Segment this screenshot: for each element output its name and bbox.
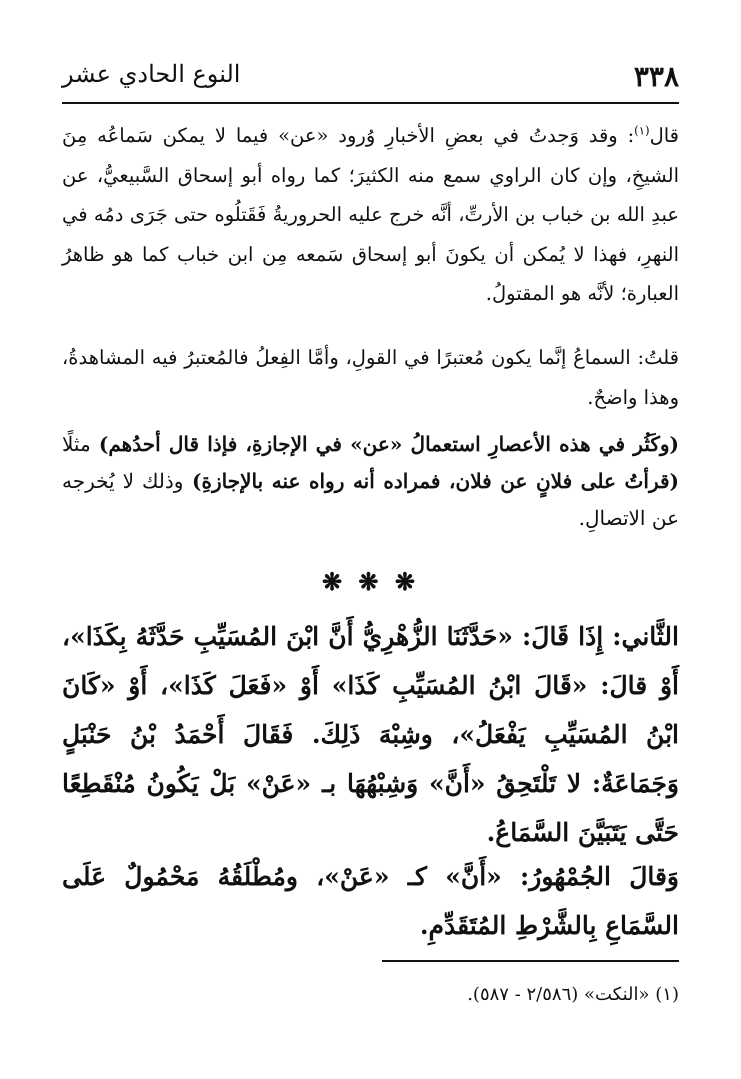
chapter-title: النوع الحادي عشر bbox=[62, 60, 241, 88]
plain-text: مثلًا bbox=[62, 432, 91, 456]
footnote-ref: (١) bbox=[634, 123, 650, 138]
page-number: ٣٣٨ bbox=[633, 60, 679, 93]
section-separator: ❋ ❋ ❋ bbox=[321, 567, 420, 596]
paragraph-majority: وَقالَ الجُمْهُورُ: «أَنَّ» كـ «عَنْ»، ومُطْلَقُهُ مَحْمُولٌ عَلَى السَّمَاعِ بِالشَّرْطِ المُتَقَدِّمِ. bbox=[62, 862, 679, 940]
bold-text: (وكَثُر في هذه الأعصارِ استعمالُ «عن» في الإجازةِ، فإذا قال أحدُهم) bbox=[98, 432, 679, 456]
header-rule bbox=[62, 102, 679, 104]
paragraph-start: قال bbox=[649, 124, 679, 147]
paragraph-rest: : وقد وَجدتُ في بعضِ الأخبارِ وُرود «عن» فيما لا يمكن سَماعُه مِنَ الشيخِ، وإن كان الراوي سمع منه الكثيرَ؛ كما رواه أبو إسحاق السَّبيعيُّ، عن عبدِ الله بن خباب بن الأرتِّ، أنَّه خرج عليه الحروريةُ فَقَتلُوه حتى جَرَى دمُه في النهرِ، فهذا لا يُمكن أن يكونَ أبو إسحاق سَمعه مِن ابن خباب كما هو ظاهرُ العبارة؛ لأنَّه هو المقتولُ. bbox=[62, 124, 679, 305]
page-header bbox=[62, 56, 679, 102]
footnote: (١) «النكت» (٢/٥٨٦ - ٥٨٧). bbox=[467, 984, 679, 1005]
paragraph-quote bbox=[62, 116, 679, 314]
paragraph-second-issue: الثَّاني: إِذَا قَالَ: «حَدَّثَنَا الزُّهْرِيُّ أَنَّ ابْنَ المُسَيِّبِ حَدَّثَهُ بِكَذَا»، أَوْ قالَ: «قَالَ ابْنُ المُسَيِّبِ كَذَا» أَوْ «فَعَلَ كَذَا»، أَوْ «كَانَ ابْنُ المُسَيِّبِ يَفْعَلُ»، وشِبْهَ ذَلِكَ. فَقَالَ أَحْمَدُ بْنُ حَنْبَلٍ وَجَمَاعَةٌ: لا تَلْتَحِقُ «أَنَّ» وَشِبْهُهَا بـ «عَنْ» بَلْ يَكُونُ مُنْقَطِعًا حَتَّى يَتَبَيَّنَ السَّمَاعُ. bbox=[62, 622, 679, 847]
plain-text: وذلك لا يُخرجه عن الاتصالِ. bbox=[62, 469, 679, 530]
paragraph-comment: قلتُ: السماعُ إنَّما يكون مُعتبرًا في القولِ، وأمَّا الفِعلُ فالمُعتبرُ فيه المشاهدةُ، وهذا واضحٌ. bbox=[62, 346, 679, 409]
paragraph-ijaza bbox=[62, 426, 679, 537]
footnote-rule bbox=[382, 960, 679, 962]
bold-text: (قرأتُ على فلانٍ عن فلان، فمراده أنه رواه عنه بالإجازةِ) bbox=[192, 469, 679, 493]
